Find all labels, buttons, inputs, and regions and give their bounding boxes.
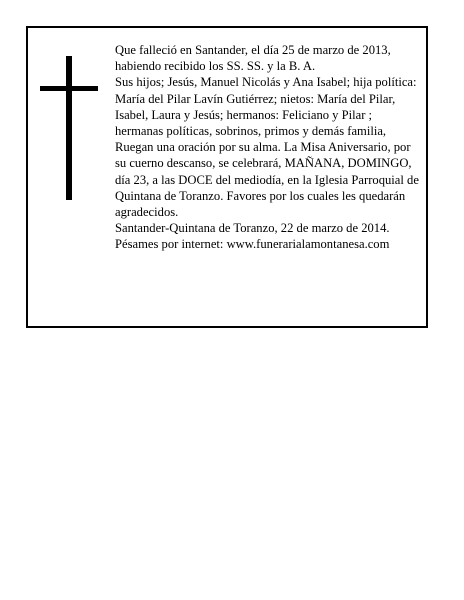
cross-horizontal-bar [40, 86, 98, 91]
condolences-website: Pésames por internet: www.funerarialamontanesa.com [115, 237, 390, 252]
cross-vertical-bar [66, 56, 72, 200]
mass-announcement: Ruegan una oración por su alma. La Misa Aniversario, por su cuerno descanso, se celebrará, MAÑANA, DOMINGO, día 23, a las DOCE del mediodía, en la Iglesia Parroquial de Quintana de Toranzo. Favores por los cuales les quedarán agradecidos. [115, 140, 419, 220]
obituary-notice [26, 26, 428, 328]
notice-text [115, 42, 421, 253]
latin-cross-icon [40, 56, 98, 200]
family-list: Sus hijos; Jesús, Manuel Nicolás y Ana Isabel; hija política: María del Pilar Lavín Gutiérrez; nietos: María del Pilar, Isabel, Laura y Jesús; hermanos: Feliciano y Pilar ; hermanas políticas, sobrinos, primos y demás familia, [115, 75, 417, 139]
place-date-line: Santander-Quintana de Toranzo, 22 de marzo de 2014. [115, 221, 390, 236]
death-announcement: Que falleció en Santander, el día 25 de marzo de 2013, habiendo recibido los SS. SS. y la B. A. [115, 43, 391, 74]
